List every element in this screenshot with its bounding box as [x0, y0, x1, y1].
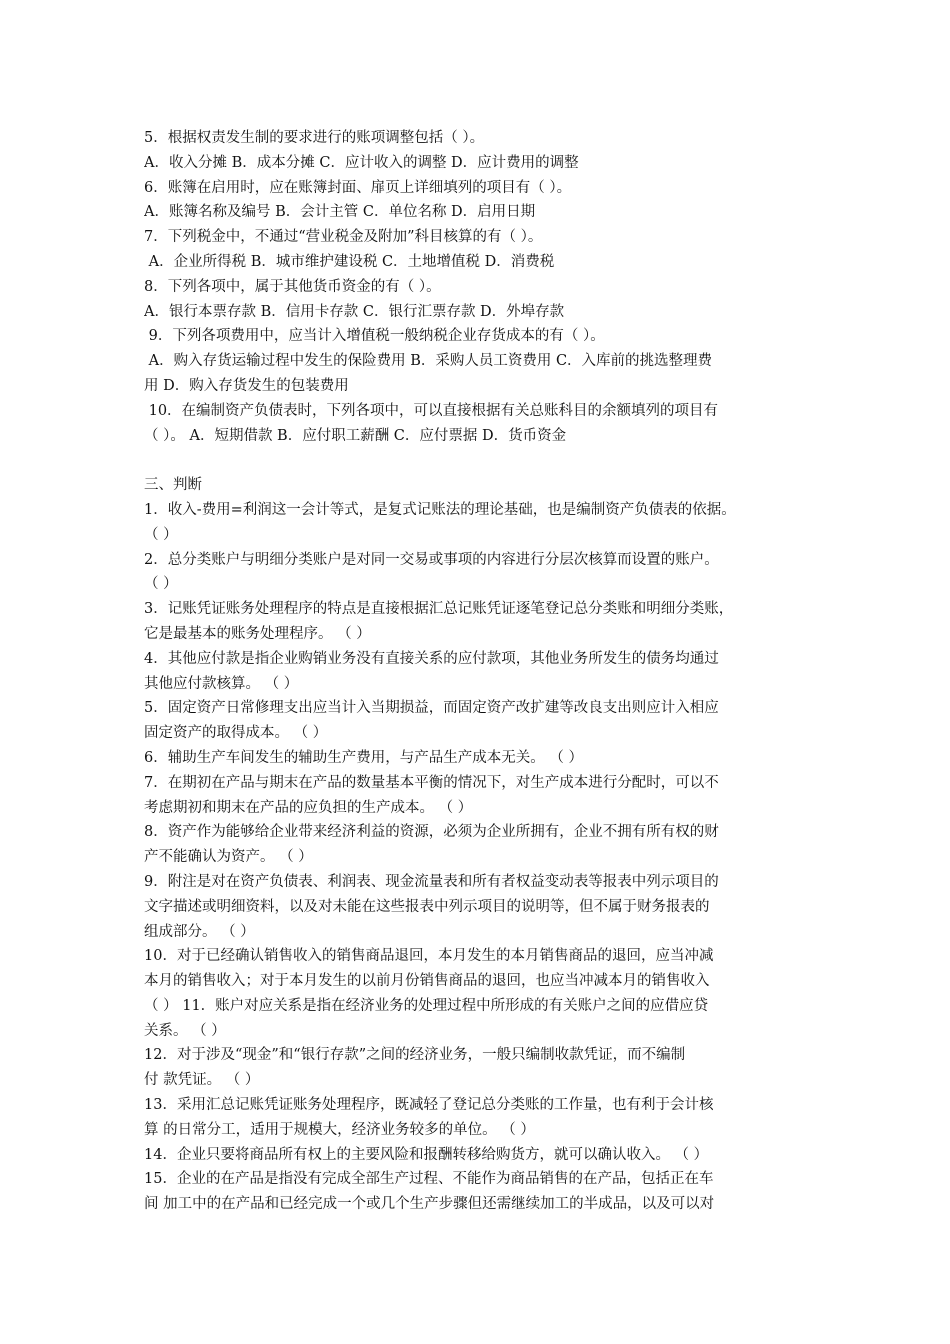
statement-line: 7．在期初在产品与期末在产品的数量基本平衡的情况下，对生产成本进行分配时，可以不 [144, 774, 719, 791]
question-line: A．企业所得税 B．城市维护建设税 C．土地增值税 D．消费税 [144, 253, 555, 270]
statement-line: 组成部分。 （ ） [144, 923, 255, 940]
statement-line: 14．企业只要将商品所有权上的主要风险和报酬转移给购货方，就可以确认收入。 （ ） [144, 1146, 709, 1163]
statement-line: 它是最基本的账务处理程序。 （ ） [144, 625, 371, 642]
statement-line: 考虑期初和期末在产品的应负担的生产成本。 （ ） [144, 799, 473, 816]
question-line: 8．下列各项中，属于其他货币资金的有（ ）。 [144, 278, 441, 295]
statement-line: 10．对于已经确认销售收入的销售商品退回，本月发生的本月销售商品的退回，应当冲减 [144, 948, 714, 965]
statement-line: 12．对于涉及“现金”和“银行存款”之间的经济业务，一般只编制收款凭证，而不编制 [144, 1047, 686, 1064]
statement-line: （ ） [144, 526, 178, 543]
statement-line: 关系。 （ ） [144, 1022, 226, 1039]
statement-line: 1．收入-费用=利润这一会计等式，是复式记账法的理论基础，也是编制资产负债表的依据。 [144, 501, 736, 518]
question-line: A．账簿名称及编号 B．会计主管 C．单位名称 D．启用日期 [144, 204, 536, 221]
statement-line: 付 款凭证。 （ ） [144, 1072, 260, 1089]
multiple-choice-section [144, 126, 814, 448]
statement-line: 8．资产作为能够给企业带来经济利益的资源，必须为企业所拥有，企业不拥有所有权的财 [144, 824, 719, 841]
statement-line: 2．总分类账户与明细分类账户是对同一交易或事项的内容进行分层次核算而设置的账户。 [144, 551, 719, 568]
question-line: 9．下列各项费用中，应当计入增值税一般纳税企业存货成本的有（ ）。 [144, 328, 605, 345]
statement-line: 算 的日常分工，适用于规模大，经济业务较多的单位。 （ ） [144, 1121, 535, 1138]
question-line: 6．账簿在启用时，应在账簿封面、扉页上详细填列的项目有（ ）。 [144, 179, 572, 196]
statement-line: 其他应付款核算。 （ ） [144, 675, 299, 692]
statement-line: 15．企业的在产品是指没有完成全部生产过程、不能作为商品销售的在产品，包括正在车 [144, 1171, 714, 1188]
statement-line: 3．记账凭证账务处理程序的特点是直接根据汇总记账凭证逐笔登记总分类账和明细分类账， [144, 601, 734, 618]
question-line: A．银行本票存款 B．信用卡存款 C．银行汇票存款 D．外埠存款 [144, 303, 565, 320]
statement-line: 间 加工中的在产品和已经完成一个或几个生产步骤但还需继续加工的半成品，以及可以对 [144, 1196, 715, 1213]
question-line: 7．下列税金中，不通过“营业税金及附加”科目核算的有（ ）。 [144, 229, 543, 246]
question-line: （ ）。 A．短期借款 B．应付职工薪酬 C．应付票据 D．货币资金 [144, 427, 567, 444]
question-line: 10．在编制资产负债表时，下列各项中，可以直接根据有关总账科目的余额填列的项目有 [144, 402, 719, 419]
document-body [144, 126, 814, 1217]
statement-line: 5．固定资产日常修理支出应当计入当期损益，而固定资产改扩建等改良支出则应计入相应 [144, 700, 719, 717]
statement-line: 固定资产的取得成本。 （ ） [144, 725, 328, 742]
statement-line: 9．附注是对在资产负债表、利润表、现金流量表和所有者权益变动表等报表中列示项目的 [144, 873, 719, 890]
section-title: 三、判断 [144, 477, 202, 494]
statement-line: 4．其他应付款是指企业购销业务没有直接关系的应付款项，其他业务所发生的债务均通过 [144, 650, 719, 667]
question-line: 用 D．购入存货发生的包装费用 [144, 377, 349, 394]
true-false-section [144, 498, 814, 1217]
statement-line: 本月的销售收入；对于本月发生的以前月份销售商品的退回，也应当冲减本月的销售收入 [144, 973, 710, 990]
statement-line: 13．采用汇总记账凭证账务处理程序，既减轻了登记总分类账的工作量，也有利于会计核 [144, 1097, 714, 1114]
statement-line: 文字描述或明细资料，以及对未能在这些报表中列示项目的说明等，但不属于财务报表的 [144, 898, 710, 915]
statement-line: （ ） 11．账户对应关系是指在经济业务的处理过程中所形成的有关账户之间的应借应贷 [144, 997, 709, 1014]
statement-line: 6．辅助生产车间发生的辅助生产费用，与产品生产成本无关。 （ ） [144, 749, 583, 766]
statement-line: （ ） [144, 576, 178, 593]
question-line: A．购入存货运输过程中发生的保险费用 B．采购人员工资费用 C．入库前的挑选整理费 [144, 353, 713, 370]
statement-line: 产不能确认为资产。 （ ） [144, 849, 313, 866]
question-line: A．收入分摊 B．成本分摊 C．应计收入的调整 D．应计费用的调整 [144, 154, 579, 171]
question-line: 5．根据权责发生制的要求进行的账项调整包括（ ）。 [144, 130, 485, 146]
spacer [144, 448, 814, 473]
